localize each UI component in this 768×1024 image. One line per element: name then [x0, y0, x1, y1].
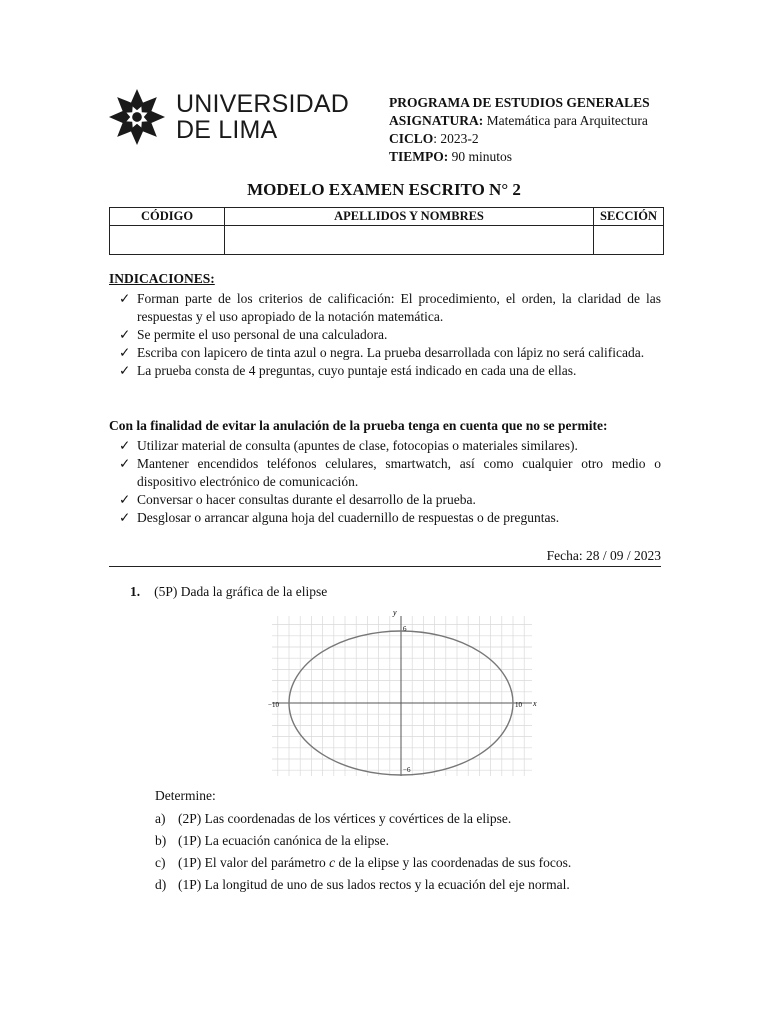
check-icon: ✓ [119, 327, 131, 342]
university-logo [108, 88, 358, 146]
graph-grid [272, 616, 532, 776]
question-1 [130, 584, 327, 600]
indicaciones-title: INDICACIONES: [109, 271, 215, 286]
list-item: ✓ La prueba consta de 4 preguntas, cuyo puntaje está indicado en cada una de ellas. [119, 363, 577, 378]
logo-line-2: DE LIMA [176, 116, 278, 144]
task-item: b) (1P) La ecuación canónica de la elipse. [155, 833, 390, 848]
program-title: PROGRAMA DE ESTUDIOS GENERALES [389, 95, 650, 110]
indicaciones-section [109, 270, 661, 380]
student-id-table [109, 207, 664, 255]
list-item: ✓ Forman parte de los criterios de calificación: El procedimiento, el orden, la claridad de las respuestas y el uso apropiado de la notación matemática. [119, 291, 661, 324]
prohibiciones-title: Con la finalidad de evitar la anulación de la prueba tenga en cuenta que no se permite: [109, 418, 608, 433]
tick-y-neg: −6 [403, 766, 411, 774]
ellipse-graph [260, 606, 542, 784]
tick-x-pos: 10 [515, 701, 522, 709]
check-icon: ✓ [119, 456, 131, 471]
ciclo-row [389, 130, 650, 148]
task-item: a) (2P) Las coordenadas de los vértices y covértices de la elipse. [155, 811, 512, 826]
header-codigo: CÓDIGO [110, 208, 225, 226]
list-item: ✓ Se permite el uso personal de una calculadora. [119, 327, 388, 342]
y-axis-label: y [393, 608, 397, 617]
list-item: ✓ Escriba con lapicero de tinta azul o negra. La prueba desarrollada con lápiz no será calificada. [119, 345, 645, 360]
codigo-field[interactable] [110, 226, 225, 255]
question-text: (5P) Dada la gráfica de la elipse [154, 584, 328, 599]
list-item: ✓ Conversar o hacer consultas durante el desarrollo de la prueba. [119, 492, 476, 507]
question-tasks [155, 787, 655, 898]
indicaciones-list [109, 290, 661, 380]
task-item: d) (1P) La longitud de uno de sus lados rectos y la ecuación del eje normal. [155, 877, 570, 892]
logo-line-1: UNIVERSIDAD [176, 90, 350, 118]
tiempo-label: TIEMPO: [389, 149, 449, 164]
header-seccion: SECCIÓN [594, 208, 664, 226]
ciclo-label: CICLO [389, 131, 434, 146]
check-icon: ✓ [119, 438, 131, 453]
exam-title: MODELO EXAMEN ESCRITO N° 2 [247, 180, 521, 199]
tiempo-value: 90 minutos [448, 149, 513, 164]
list-item: ✓ Mantener encendidos teléfonos celulares, smartwatch, así como cualquier otro medio o dispositivo electrónico de comunicación. [119, 456, 661, 489]
asignatura-label: ASIGNATURA: [389, 113, 484, 128]
seccion-field[interactable] [594, 226, 664, 255]
question-number: 1. [130, 584, 141, 599]
task-item: c) (1P) El valor del parámetro c de la elipse y las coordenadas de sus focos. [155, 855, 572, 870]
check-icon: ✓ [119, 510, 131, 525]
check-icon: ✓ [119, 291, 131, 306]
header-apellidos: APELLIDOS Y NOMBRES [225, 208, 594, 226]
check-icon: ✓ [119, 492, 131, 507]
ciclo-value: : 2023-2 [433, 131, 479, 146]
list-item: ✓ Desglosar o arrancar alguna hoja del cuadernillo de respuestas o de preguntas. [119, 510, 560, 525]
check-icon: ✓ [119, 345, 131, 360]
asignatura-row [389, 112, 650, 130]
prohibiciones-section [109, 417, 661, 527]
logo-star-icon [108, 88, 166, 146]
divider [109, 566, 661, 567]
tick-y-pos: 6 [403, 625, 407, 633]
list-item: ✓ Utilizar material de consulta (apuntes de clase, fotocopias o materiales similares). [119, 438, 578, 453]
asignatura-value: Matemática para Arquitectura [483, 113, 648, 128]
tasks-intro: Determine: [155, 788, 216, 803]
program-info [389, 94, 650, 166]
tick-x-neg: −10 [268, 701, 279, 709]
check-icon: ✓ [119, 363, 131, 378]
x-axis-label: x [533, 699, 537, 708]
apellidos-field[interactable] [225, 226, 594, 255]
tiempo-row [389, 148, 650, 166]
prohibiciones-list [109, 437, 661, 527]
exam-date: Fecha: 28 / 09 / 2023 [546, 548, 661, 563]
